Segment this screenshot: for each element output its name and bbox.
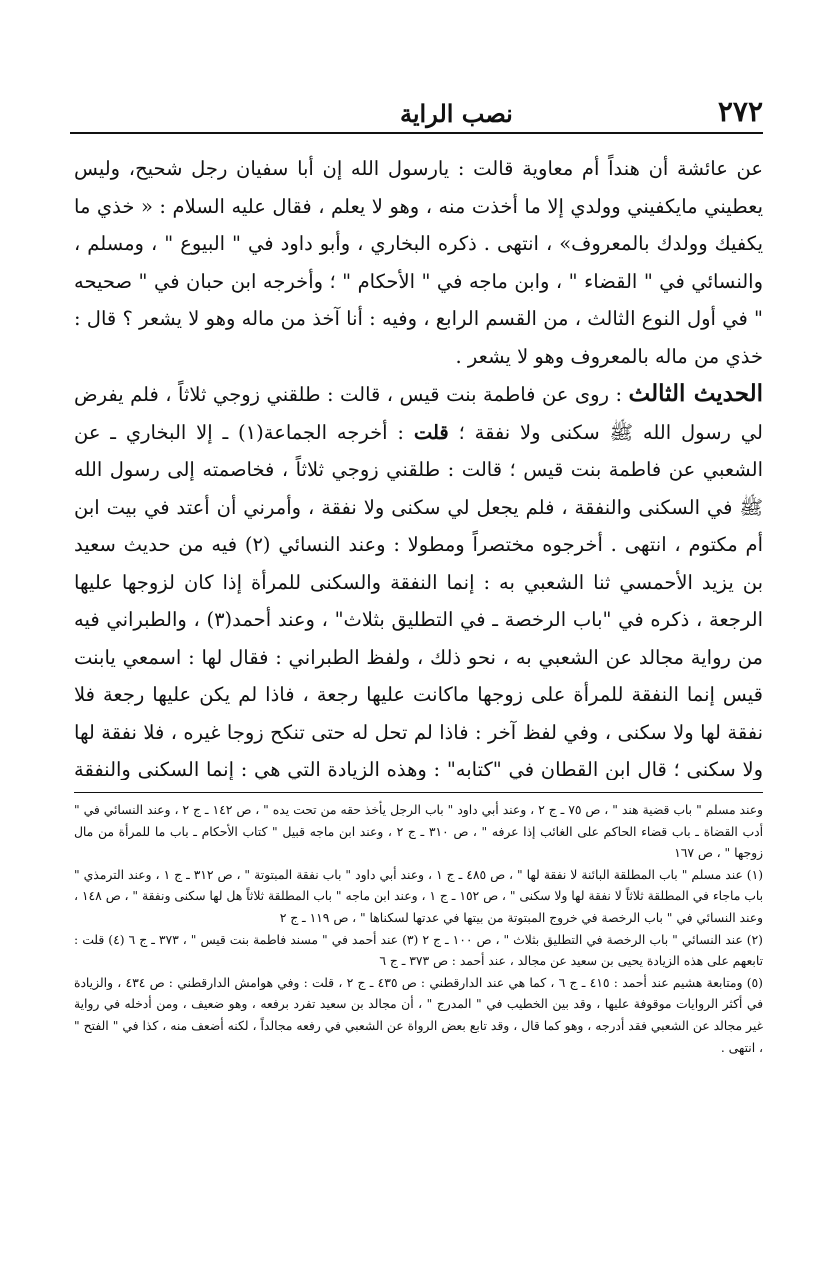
page-number: ٢٧٢ [717,95,763,128]
footnotes [74,800,763,1160]
footnote-5: (٥) ومتابعة هشيم عند أحمد : ٤١٥ ـ ج ٦ ، كما هي عند الدارقطني : ص ٤٣٥ ـ ج ٢ ، قلت : وفي هوامش الدارقطني : ص ٤٣٤ ، والزيادة في أكثر الروايات موقوفة عليها ، وقد بين الخطيب في " المدرج " ، أن مجالد بن سعيد تفرد برفعه ، وهو ضعيف ، ومن أدخله في رواية غير مجالد عن الشعبي فقد أدرجه ، وهو كما قال ، وقد تابع بعض الرواة عن الشعبي في رفعه مجالداً ، لكنه أضعف منه ، كذا في " الفتح " ، انتهى . [74,975,763,1055]
paragraph-third-hadith [74,375,763,780]
paragraph-aisha-hadith: عن عائشة أن هنداً أم معاوية قالت : يارسول الله إن أبا سفيان رجل شحيح، وليس يعطيني مايكفيني وولدي إلا ما أخذت منه ، وهو لا يعلم ، فقال عليه السلام : « خذي ما يكفيك وولدك بالمعروف» ، انتهى . ذكره البخاري ، وأبو داود في " البيوع " ، ومسلم ، والنسائي في " القضاء " ، وابن ماجه في " الأحكام " ؛ وأخرجه ابن حبان في " صحيحه " في أول النوع الثالث ، من القسم الرابع ، وفيه : أنا آخذ من ماله وهو لا يشعر ؟ قال : خذي من ماله بالمعروف وهو لا يشعر . [74,157,763,368]
qult-marker: قلت [413,420,449,444]
hadith-takhrij-text: : أخرجه الجماعة(١) ـ إلا البخاري ـ عن الشعبي عن فاطمة بنت قيس ؛ قالت : طلقني زوجي ثلاثاً ، فخاصمته إلى رسول الله ﷺ في السكنى والنفقة ، فلم يجعل لي سكنى ولا نفقة ، وأمرني أن أعتد في بيت ابن أم مكتوم ، انتهى . أخرجوه مختصراً ومطولا : وعند النسائي (٢) فيه من حديث سعيد بن يزيد الأحمسي ثنا الشعبي به : إنما النفقة والسكنى للمرأة إذا كان لزوجها عليها الرجعة ، ذكره في "باب الرخصة ـ في التطليق بثلاث" ، وعند أحمد(٣) ، والطبراني فيه من رواية مجالد عن الشعبي به ، نحو ذلك ، ولفظ الطبراني : فقال لها : اسمعي يابنت قيس إنما النفقة للمرأة على زوجها ماكانت عليها رجعة ، فاذا لم يكن عليها رجعة فلا نفقة لها ولا سكنى ، وفي لفظ آخر : فاذا لم تحل له حتى تنكح زوجا غيره ، فلا نفقة لها ولا سكنى ؛ قال ابن القطان في "كتابه" : وهذه الزيادة التي هي : إنما السكنى والنفقة [74,420,763,780]
footnote-2-3-4: (٢) عند النسائي " باب الرخصة في التطليق بثلاث " ، ص ١٠٠ ـ ج ٢ (٣) عند أحمد في " مسند فاطمة بنت قيس " ، ٣٧٣ ـ ج ٦ (٤) قلت : تابعهم على هذه الزيادة يحيى بن سعيد عن مجالد ، عند أحمد : ص ٣٧٣ ـ ج ٦ [74,932,763,969]
page-header [70,90,763,134]
footnote-1: (١) عند مسلم " باب المطلقة البائنة لا نفقة لها " ، ص ٤٨٥ ـ ج ١ ، وعند أبي داود " باب نفقة المبتوتة " ، ص ٣١٢ ـ ج ١ ، وعند الترمذي " باب ماجاء في المطلقة ثلاثاً لا نفقة لها ولا سكنى " ، ص ١٥٢ ـ ج ١ ، وعند ابن ماجه " باب المطلقة ثلاثاً هل لها سكنى ونفقة " ، ص ١٤٨ ، وعند النسائي في " باب الرخصة في خروج المبتوتة من بيتها في عدتها لسكناها " ، ص ١١٩ ـ ج ٢ [74,867,763,925]
footnote-continuation: وعند مسلم " باب قضية هند " ، ص ٧٥ ـ ج ٢ ، وعند أبي داود " باب الرجل يأخذ حقه من تحت يده " ، ص ١٤٢ ـ ج ٢ ، وعند النسائي في " أدب القضاة ـ باب قضاء الحاكم على الغائب إذا عرفه " ، ص ٣١٠ ـ ج ٢ ، وعند ابن ماجه قبيل " كتاب الأحكام ـ باب ما للمرأة من مال زوجها " ، ص ١٦٧ [74,803,763,861]
footnote-separator [74,792,763,793]
hadith-intro-text: : روى عن فاطمة بنت قيس ، قالت : طلقني زوجي ثلاثاً ، فلم يفرض لي رسول الله ﷺ سكنى ولا نفقة ؛ [74,383,763,444]
main-text [74,150,763,780]
running-title: نصب الراية [400,99,513,128]
hadith-heading: الحديث الثالث [628,380,763,407]
